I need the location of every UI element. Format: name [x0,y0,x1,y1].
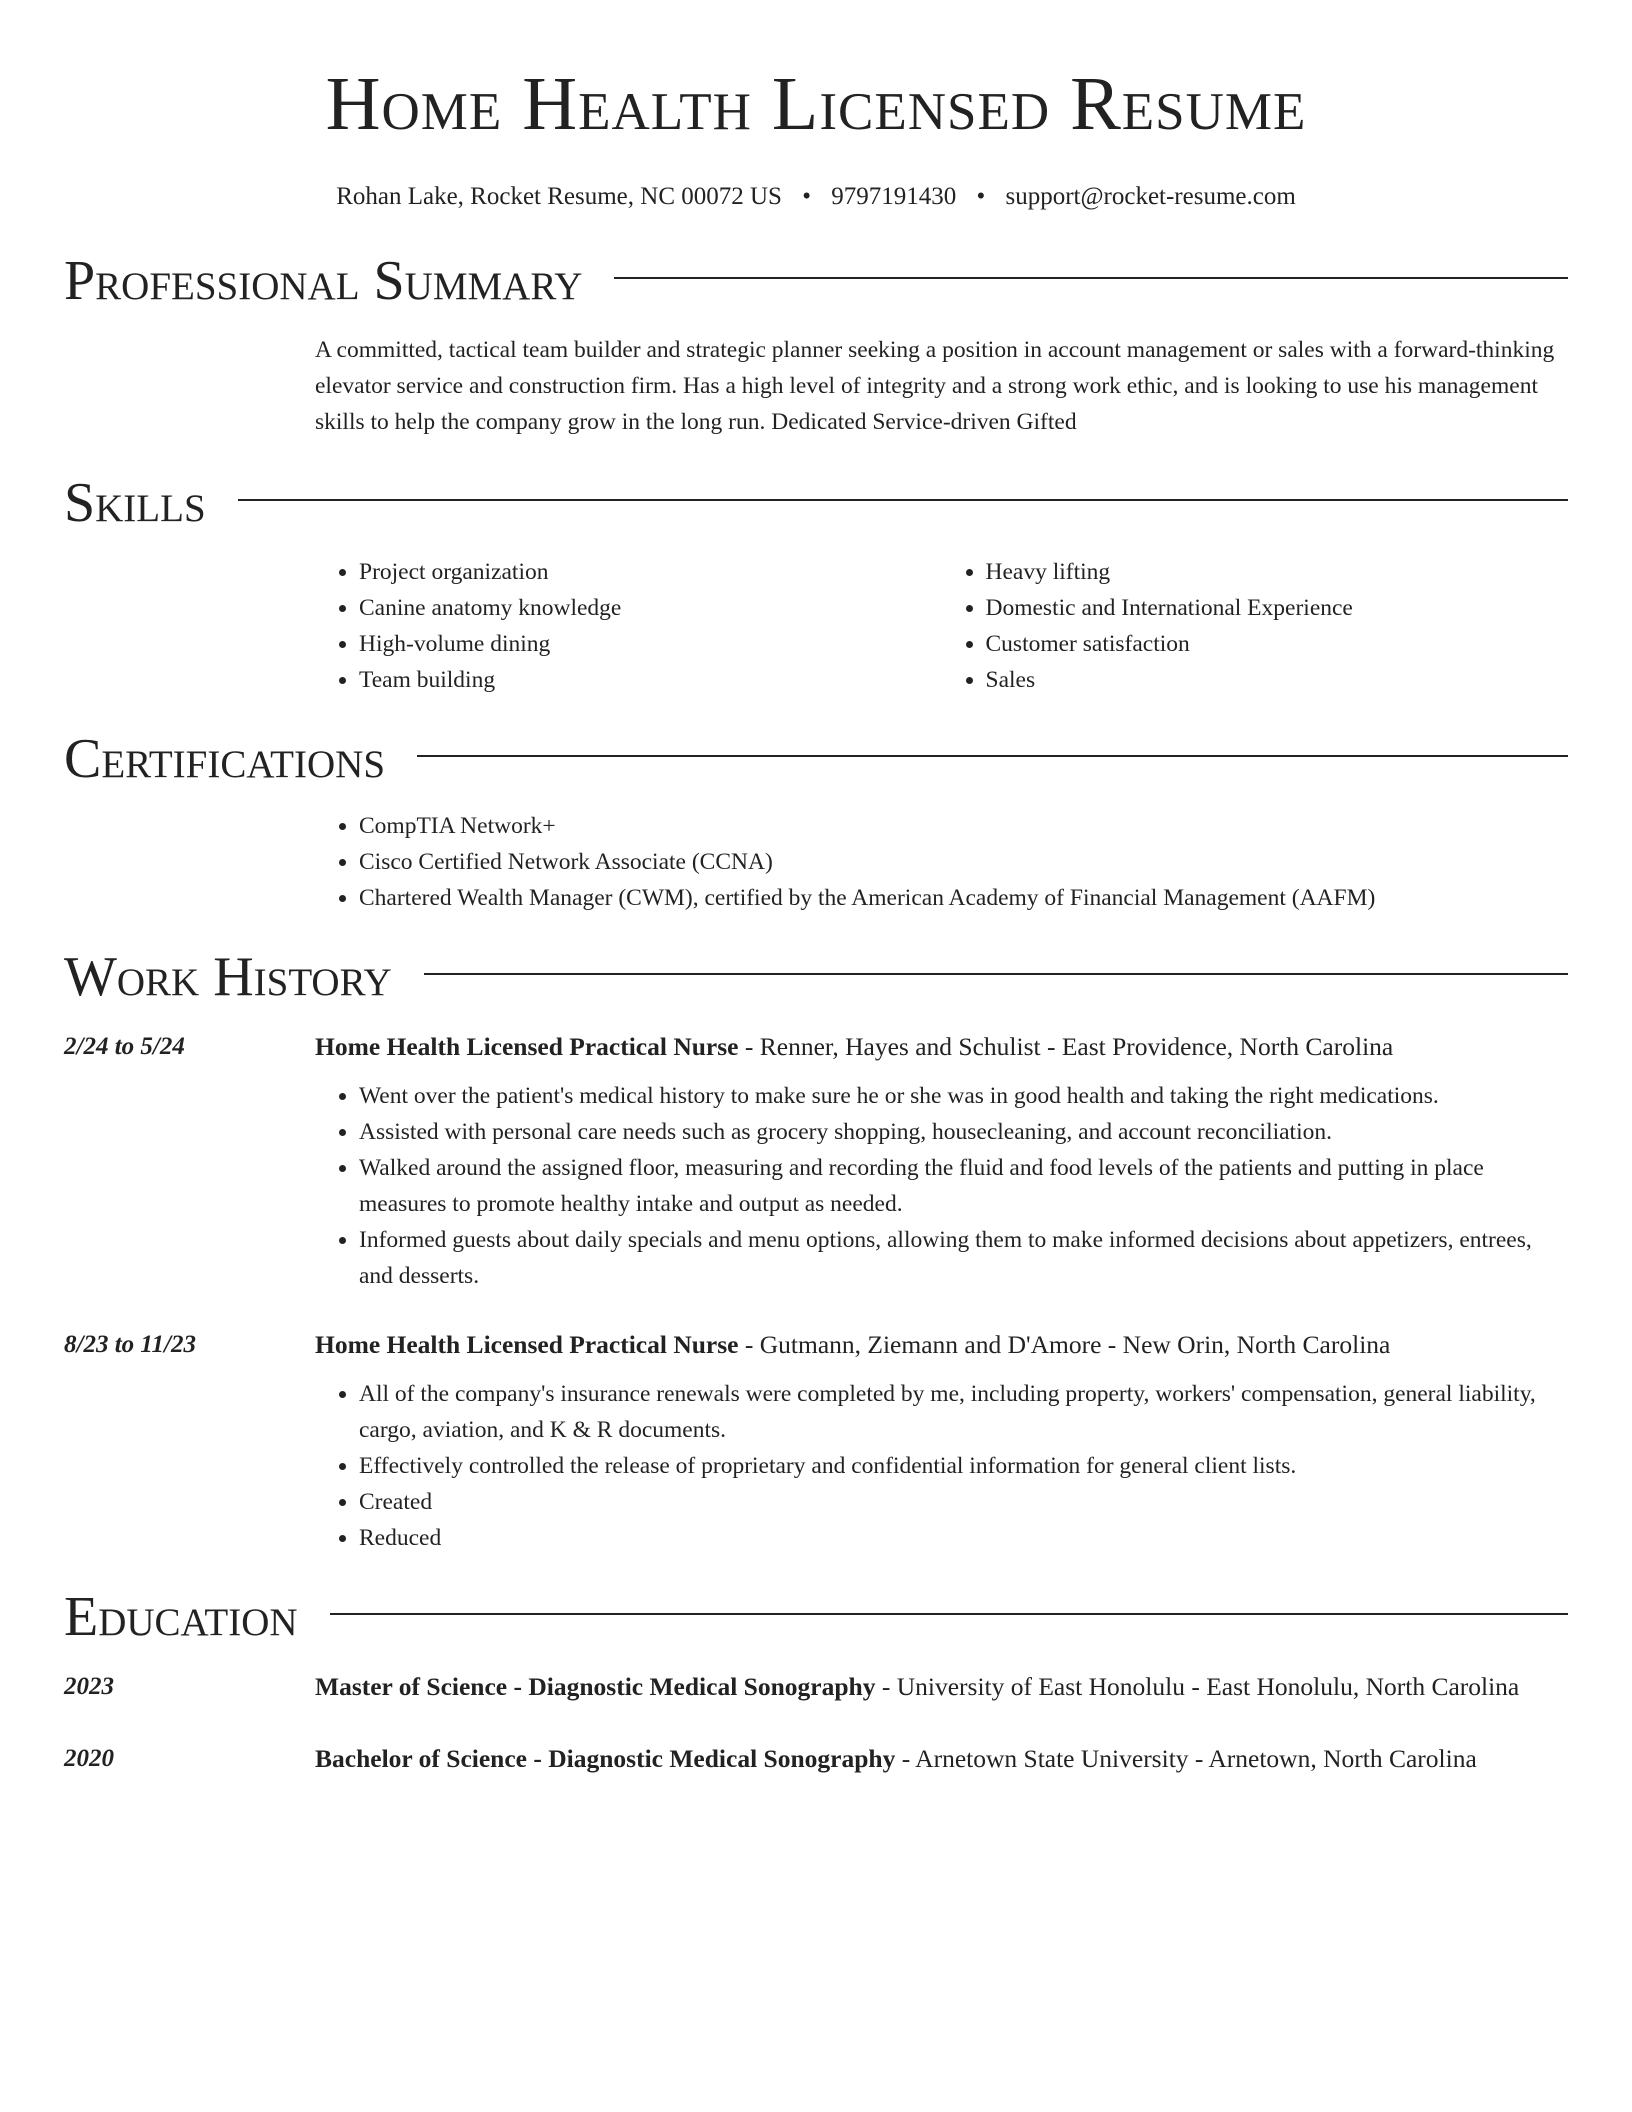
education-year: 2023 [64,1673,114,1700]
work-section-header [64,942,1568,1012]
education-content [315,1668,1568,1706]
job-title: Home Health Licensed Practical Nurse [315,1330,739,1359]
education-entry [64,1668,1568,1706]
skill-item: • Team building [359,662,942,698]
education-school: - Arnetown State University - Arnetown, North Carolina [895,1744,1477,1773]
resume-title: Home Health Licensed Resume [325,62,1307,146]
contact-separator: • [976,183,986,210]
education-school: - University of East Honolulu - East Honolulu, North Carolina [875,1672,1520,1701]
education-entry [64,1740,1568,1778]
skills-column-left [315,554,942,698]
section-divider [424,973,1568,975]
work-heading: Work History [64,946,392,1008]
summary-text: A committed, tactical team builder and strategic planner seeking a position in account management or sales with a forward-thinking elevator service and construction firm. Has a high level of integrity and a strong work ethic, and is looking to use his management skills to help the company grow in the long run. Dedicated Service-driven Gifted [315,337,1555,435]
job-duty: • Walked around the assigned floor, measuring and recording the fluid and food levels of the patients and putting in place measures to promote healthy intake and output as needed. [359,1150,1568,1222]
resume-page [64,0,1568,1778]
job-dates: 2/24 to 5/24 [64,1033,185,1060]
contact-email: support@rocket-resume.com [1005,183,1296,210]
education-content [315,1740,1568,1778]
contact-separator: • [802,183,811,210]
job-entry [64,1028,1568,1294]
skills-heading: Skills [64,472,206,534]
job-headline [315,1326,1568,1364]
job-employer: - Gutmann, Ziemann and D'Amore - New Orin, North Carolina [738,1330,1391,1359]
certification-item: • Chartered Wealth Manager (CWM), certified by the American Academy of Financial Management (AAFM) [359,880,1568,916]
job-duty: • Assisted with personal care needs such as grocery shopping, housecleaning, and account reconciliation. [359,1114,1568,1150]
skill-item: • Heavy lifting [986,554,1569,590]
job-content [315,1028,1568,1294]
skill-item: • Canine anatomy knowledge [359,590,942,626]
summary-section-header [64,246,1568,316]
skill-item: • High-volume dining [359,626,942,662]
contact-phone: 9797191430 [831,183,957,210]
section-divider [614,277,1568,279]
job-employer: - Renner, Hayes and Schulist - East Providence, North Carolina [738,1032,1394,1061]
contact-address: Rohan Lake, Rocket Resume, NC 00072 US [336,183,782,210]
job-duty: • All of the company's insurance renewals were completed by me, including property, workers' compensation, general liability, cargo, aviation, and K & R documents. [359,1376,1568,1448]
skills-column-right [942,554,1569,698]
section-divider [417,755,1568,757]
job-dates: 8/23 to 11/23 [64,1331,196,1358]
education-headline [315,1668,1568,1706]
job-headline [315,1028,1568,1066]
section-divider [238,499,1568,501]
job-duty: • Went over the patient's medical history to make sure he or she was in good health and taking the right medications. [359,1078,1568,1114]
job-content [315,1326,1568,1556]
certifications-body [315,808,1568,916]
job-duty: • Reduced [359,1520,1568,1556]
skills-list [315,554,1568,698]
job-duty: • Informed guests about daily specials and menu options, allowing them to make informed decisions about appetizers, entrees, and desserts. [359,1222,1568,1294]
contact-line [64,182,1568,212]
certifications-heading: Certifications [64,728,386,790]
job-duty: • Created [359,1484,1568,1520]
skill-item: • Project organization [359,554,942,590]
summary-heading: Professional Summary [64,250,583,312]
skill-item: • Sales [986,662,1569,698]
education-section-header [64,1582,1568,1652]
skill-item: • Domestic and International Experience [986,590,1569,626]
education-degree: Master of Science - Diagnostic Medical Sonography [315,1672,876,1701]
certifications-section-header [64,724,1568,794]
job-duty: • Effectively controlled the release of proprietary and confidential information for general client lists. [359,1448,1568,1484]
education-year: 2020 [64,1745,114,1772]
job-duties [315,1078,1568,1294]
section-divider [330,1613,1568,1615]
education-headline [315,1740,1568,1778]
summary-body [315,332,1568,440]
certification-item: • CompTIA Network+ [359,808,1568,844]
job-duties [315,1376,1568,1556]
skill-item: • Customer satisfaction [986,626,1569,662]
certification-item: • Cisco Certified Network Associate (CCNA) [359,844,1568,880]
certifications-list [315,808,1568,916]
job-entry [64,1326,1568,1556]
job-title: Home Health Licensed Practical Nurse [315,1032,739,1061]
skills-section-header [64,468,1568,538]
education-heading: Education [64,1586,298,1648]
education-degree: Bachelor of Science - Diagnostic Medical Sonography [315,1744,896,1773]
